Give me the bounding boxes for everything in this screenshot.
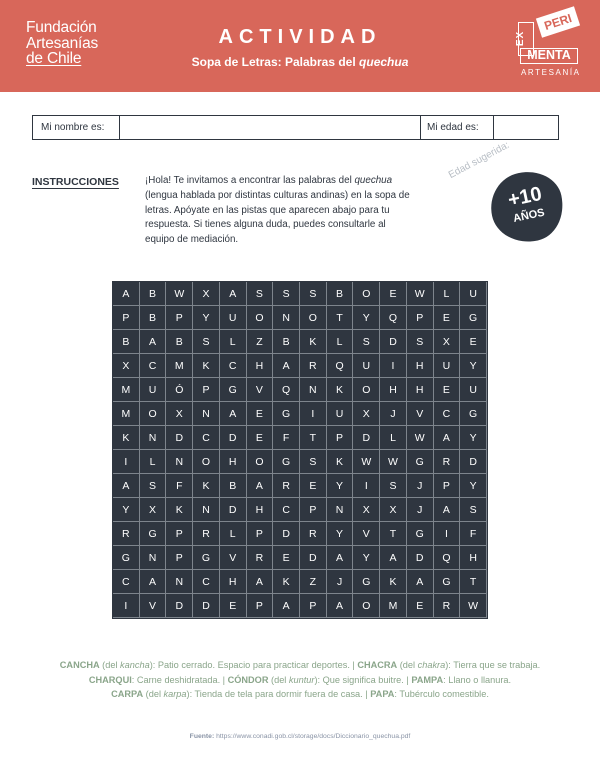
clue-separator: | bbox=[362, 689, 371, 699]
grid-cell[interactable]: B bbox=[166, 330, 193, 354]
grid-cell[interactable]: E bbox=[407, 594, 434, 618]
clue-separator: | bbox=[403, 674, 412, 685]
grid-cell[interactable]: I bbox=[380, 354, 407, 378]
source-note bbox=[0, 733, 600, 740]
logo-menta: MENTA bbox=[520, 48, 578, 64]
name-field[interactable] bbox=[120, 116, 421, 139]
grid-cell[interactable]: O bbox=[353, 282, 380, 306]
grid-cell[interactable]: A bbox=[327, 546, 354, 570]
clue-word: PAMPA bbox=[411, 674, 444, 685]
grid-cell[interactable]: A bbox=[140, 330, 167, 354]
grid-cell[interactable]: P bbox=[113, 306, 140, 330]
grid-cell[interactable]: S bbox=[460, 498, 487, 522]
grid-cell[interactable]: O bbox=[140, 402, 167, 426]
clue-text: (del bbox=[268, 674, 289, 685]
grid-cell[interactable]: Y bbox=[193, 306, 220, 330]
grid-cell[interactable]: U bbox=[140, 378, 167, 402]
grid-cell[interactable]: H bbox=[460, 546, 487, 570]
grid-cell[interactable]: D bbox=[273, 522, 300, 546]
grid-cell[interactable]: H bbox=[380, 378, 407, 402]
grid-cell[interactable]: N bbox=[140, 546, 167, 570]
grid-cell[interactable]: E bbox=[247, 426, 274, 450]
grid-cell[interactable]: X bbox=[193, 282, 220, 306]
logo-line-3: de Chile bbox=[26, 50, 82, 67]
grid-cell[interactable]: B bbox=[140, 282, 167, 306]
grid-cell[interactable]: N bbox=[166, 450, 193, 474]
grid-cell[interactable]: H bbox=[407, 354, 434, 378]
page-subtitle bbox=[150, 55, 450, 69]
grid-cell[interactable]: O bbox=[300, 306, 327, 330]
grid-cell[interactable]: M bbox=[113, 378, 140, 402]
grid-cell[interactable]: J bbox=[407, 474, 434, 498]
grid-cell[interactable]: P bbox=[327, 426, 354, 450]
grid-cell[interactable]: K bbox=[166, 498, 193, 522]
grid-cell[interactable]: K bbox=[193, 354, 220, 378]
grid-cell[interactable]: K bbox=[193, 474, 220, 498]
grid-cell[interactable]: U bbox=[327, 402, 354, 426]
grid-cell[interactable]: D bbox=[353, 426, 380, 450]
logo-artesania: ARTESANÍA bbox=[521, 68, 581, 77]
instructions-part-1: ¡Hola! Te invitamos a encontrar las palabras del bbox=[145, 175, 355, 186]
grid-cell[interactable]: L bbox=[380, 426, 407, 450]
grid-cell[interactable]: Y bbox=[327, 522, 354, 546]
grid-cell[interactable]: A bbox=[220, 402, 247, 426]
grid-cell[interactable]: J bbox=[327, 570, 354, 594]
grid-cell[interactable]: Y bbox=[460, 474, 487, 498]
grid-cell[interactable]: D bbox=[220, 426, 247, 450]
logo-ex: EX bbox=[515, 30, 527, 47]
grid-cell[interactable]: P bbox=[166, 306, 193, 330]
grid-cell[interactable]: U bbox=[353, 354, 380, 378]
grid-cell[interactable]: G bbox=[140, 522, 167, 546]
grid-cell[interactable]: D bbox=[166, 594, 193, 618]
grid-cell[interactable]: Z bbox=[247, 330, 274, 354]
grid-cell[interactable]: S bbox=[273, 282, 300, 306]
grid-cell[interactable]: O bbox=[353, 378, 380, 402]
grid-cell[interactable]: V bbox=[247, 378, 274, 402]
grid-cell[interactable]: W bbox=[407, 426, 434, 450]
grid-cell[interactable]: N bbox=[300, 378, 327, 402]
grid-cell[interactable]: W bbox=[460, 594, 487, 618]
grid-cell[interactable]: J bbox=[407, 498, 434, 522]
grid-cell[interactable]: V bbox=[220, 546, 247, 570]
grid-cell[interactable]: S bbox=[380, 474, 407, 498]
grid-cell[interactable]: E bbox=[434, 378, 461, 402]
grid-cell[interactable]: C bbox=[193, 570, 220, 594]
grid-cell[interactable]: Y bbox=[460, 426, 487, 450]
grid-cell[interactable]: W bbox=[353, 450, 380, 474]
grid-cell[interactable]: U bbox=[460, 378, 487, 402]
grid-cell[interactable]: S bbox=[300, 282, 327, 306]
student-info-form bbox=[32, 115, 559, 140]
grid-cell[interactable]: C bbox=[434, 402, 461, 426]
clue-text: (del bbox=[143, 689, 164, 699]
clue-text: (del bbox=[99, 660, 121, 670]
grid-cell[interactable]: Q bbox=[380, 306, 407, 330]
grid-cell[interactable]: T bbox=[300, 426, 327, 450]
grid-cell[interactable]: M bbox=[113, 402, 140, 426]
age-label: Mi edad es: bbox=[421, 116, 494, 139]
grid-cell[interactable]: N bbox=[193, 402, 220, 426]
instructions-text bbox=[145, 174, 413, 248]
grid-cell[interactable]: C bbox=[220, 354, 247, 378]
grid-cell[interactable]: Y bbox=[353, 306, 380, 330]
grid-cell[interactable]: G bbox=[273, 402, 300, 426]
grid-cell[interactable]: K bbox=[300, 330, 327, 354]
grid-cell[interactable]: A bbox=[380, 546, 407, 570]
clue-word: CHACRA bbox=[357, 660, 398, 670]
grid-cell[interactable]: W bbox=[166, 282, 193, 306]
grid-cell[interactable]: R bbox=[434, 594, 461, 618]
grid-cell[interactable]: G bbox=[193, 546, 220, 570]
grid-cell[interactable]: X bbox=[113, 354, 140, 378]
grid-cell[interactable]: D bbox=[380, 330, 407, 354]
grid-cell[interactable]: P bbox=[193, 378, 220, 402]
grid-cell[interactable]: P bbox=[300, 594, 327, 618]
grid-cell[interactable]: X bbox=[353, 402, 380, 426]
grid-cell[interactable]: W bbox=[380, 450, 407, 474]
clue-word: CHARQUI bbox=[88, 674, 132, 685]
grid-cell[interactable]: G bbox=[273, 450, 300, 474]
grid-cell[interactable]: B bbox=[327, 282, 354, 306]
clue-separator: | bbox=[349, 660, 358, 670]
grid-cell[interactable]: Z bbox=[300, 570, 327, 594]
clue-definition: ): Tierra que se trabaja. bbox=[445, 660, 541, 670]
clue-definition: ): Tienda de tela para dormir fuera de casa. bbox=[186, 689, 363, 699]
clue-definition: : Carne deshidratada. bbox=[131, 674, 221, 685]
grid-cell[interactable]: R bbox=[247, 546, 274, 570]
grid-cell[interactable]: P bbox=[434, 474, 461, 498]
fundacion-logo bbox=[26, 20, 98, 67]
grid-cell[interactable]: J bbox=[380, 402, 407, 426]
grid-cell[interactable]: O bbox=[353, 594, 380, 618]
grid-cell[interactable]: R bbox=[300, 522, 327, 546]
grid-cell[interactable]: T bbox=[380, 522, 407, 546]
age-unit: AÑOS bbox=[512, 206, 546, 225]
grid-cell[interactable]: Y bbox=[353, 546, 380, 570]
grid-cell[interactable]: A bbox=[273, 594, 300, 618]
clue-definition: ): Patio cerrado. Espacio para practicar deportes. bbox=[149, 660, 350, 670]
grid-cell[interactable]: P bbox=[247, 594, 274, 618]
grid-cell[interactable]: L bbox=[327, 330, 354, 354]
grid-cell[interactable]: A bbox=[220, 282, 247, 306]
grid-cell[interactable]: L bbox=[220, 522, 247, 546]
grid-cell[interactable]: A bbox=[113, 474, 140, 498]
grid-cell[interactable]: E bbox=[380, 282, 407, 306]
page-title: ACTIVIDAD bbox=[218, 26, 382, 48]
grid-cell[interactable]: S bbox=[353, 330, 380, 354]
grid-cell[interactable]: G bbox=[353, 570, 380, 594]
grid-cell[interactable]: L bbox=[220, 330, 247, 354]
grid-cell[interactable]: P bbox=[407, 306, 434, 330]
clue-quechua: chakra bbox=[417, 660, 446, 670]
grid-cell[interactable]: U bbox=[434, 354, 461, 378]
logo-line-1: Fundación bbox=[26, 19, 97, 36]
grid-cell[interactable]: S bbox=[300, 450, 327, 474]
grid-cell[interactable]: O bbox=[193, 450, 220, 474]
grid-cell[interactable]: L bbox=[434, 282, 461, 306]
grid-cell[interactable]: V bbox=[407, 402, 434, 426]
grid-cell[interactable]: R bbox=[193, 522, 220, 546]
grid-cell[interactable]: T bbox=[327, 306, 354, 330]
grid-cell[interactable]: I bbox=[113, 594, 140, 618]
grid-cell[interactable]: Y bbox=[113, 498, 140, 522]
grid-cell[interactable]: C bbox=[140, 354, 167, 378]
logo-peri: PERI bbox=[536, 6, 580, 37]
header-banner bbox=[0, 0, 600, 92]
grid-cell[interactable]: B bbox=[140, 306, 167, 330]
clue-text: (del bbox=[397, 660, 418, 670]
grid-cell[interactable]: H bbox=[220, 570, 247, 594]
grid-cell[interactable]: N bbox=[327, 498, 354, 522]
grid-cell[interactable]: S bbox=[193, 330, 220, 354]
grid-cell[interactable]: P bbox=[300, 498, 327, 522]
grid-cell[interactable]: K bbox=[113, 426, 140, 450]
grid-cell[interactable]: A bbox=[247, 474, 274, 498]
grid-cell[interactable]: C bbox=[193, 426, 220, 450]
grid-cell[interactable]: D bbox=[193, 594, 220, 618]
grid-cell[interactable]: N bbox=[140, 426, 167, 450]
grid-cell[interactable]: K bbox=[380, 570, 407, 594]
grid-cell[interactable]: E bbox=[220, 594, 247, 618]
grid-cell[interactable]: K bbox=[327, 450, 354, 474]
grid-cell[interactable]: Y bbox=[460, 354, 487, 378]
grid-cell[interactable]: I bbox=[434, 522, 461, 546]
grid-cell[interactable]: A bbox=[407, 570, 434, 594]
grid-cell[interactable]: E bbox=[300, 474, 327, 498]
grid-cell[interactable]: K bbox=[327, 378, 354, 402]
clue-definition: : Llano o llanura. bbox=[443, 674, 512, 685]
grid-cell[interactable]: S bbox=[247, 282, 274, 306]
grid-cell[interactable]: D bbox=[460, 450, 487, 474]
instructions-italic: quechua bbox=[354, 175, 393, 186]
clue-word: CARPA bbox=[111, 689, 144, 699]
grid-cell[interactable]: D bbox=[300, 546, 327, 570]
clue-separator: | bbox=[220, 674, 228, 685]
clue-definition: : Tubérculo comestible. bbox=[394, 689, 489, 699]
grid-cell[interactable]: K bbox=[273, 570, 300, 594]
grid-cell[interactable]: X bbox=[380, 498, 407, 522]
grid-cell[interactable]: O bbox=[247, 450, 274, 474]
grid-cell[interactable]: X bbox=[166, 402, 193, 426]
source-url: https://www.conadi.gob.cl/storage/docs/Diccionario_quechua.pdf bbox=[214, 733, 411, 740]
clue-word: CANCHA bbox=[59, 660, 100, 670]
grid-cell[interactable]: A bbox=[434, 426, 461, 450]
grid-cell[interactable]: F bbox=[273, 426, 300, 450]
grid-cell[interactable]: X bbox=[434, 330, 461, 354]
grid-cell[interactable]: Q bbox=[273, 378, 300, 402]
source-label: Fuente: bbox=[189, 733, 215, 740]
grid-cell[interactable]: M bbox=[166, 354, 193, 378]
grid-cell[interactable]: D bbox=[407, 546, 434, 570]
grid-cell[interactable]: P bbox=[166, 522, 193, 546]
instructions-part-2: (lengua hablada por distintas culturas andinas) en la sopa de letras. Apóyate en las pistas que aparecen abajo para tu respuesta. Si tienes alguna duda, puedes consultarle al equipo de mediación. bbox=[145, 189, 410, 246]
grid-cell[interactable]: R bbox=[434, 450, 461, 474]
grid-cell[interactable]: C bbox=[273, 498, 300, 522]
grid-cell[interactable]: A bbox=[140, 570, 167, 594]
instructions-heading: INSTRUCCIONES bbox=[32, 176, 119, 188]
grid-cell[interactable]: U bbox=[220, 306, 247, 330]
grid-cell[interactable]: H bbox=[247, 498, 274, 522]
grid-cell[interactable]: A bbox=[327, 594, 354, 618]
grid-cell[interactable]: I bbox=[300, 402, 327, 426]
grid-cell[interactable]: E bbox=[273, 546, 300, 570]
grid-cell[interactable]: G bbox=[220, 378, 247, 402]
logo-line-2: Artesanías bbox=[26, 34, 99, 52]
grid-cell[interactable]: H bbox=[220, 450, 247, 474]
grid-cell[interactable]: B bbox=[273, 330, 300, 354]
grid-cell[interactable]: I bbox=[353, 474, 380, 498]
grid-cell[interactable]: S bbox=[140, 474, 167, 498]
grid-cell[interactable]: V bbox=[353, 522, 380, 546]
grid-cell[interactable]: O bbox=[247, 306, 274, 330]
grid-cell[interactable]: H bbox=[407, 378, 434, 402]
grid-cell[interactable]: U bbox=[460, 282, 487, 306]
grid-cell[interactable]: T bbox=[460, 570, 487, 594]
grid-cell[interactable]: Y bbox=[327, 474, 354, 498]
word-clues bbox=[20, 658, 580, 702]
grid-cell[interactable]: F bbox=[460, 522, 487, 546]
age-caption: Edad sugerida: bbox=[446, 139, 512, 181]
grid-cell[interactable]: X bbox=[353, 498, 380, 522]
grid-cell[interactable]: M bbox=[380, 594, 407, 618]
grid-cell[interactable]: L bbox=[140, 450, 167, 474]
grid-cell[interactable]: G bbox=[113, 546, 140, 570]
grid-cell[interactable]: D bbox=[166, 426, 193, 450]
grid-cell[interactable]: E bbox=[434, 306, 461, 330]
age-field[interactable] bbox=[494, 116, 558, 139]
grid-cell[interactable]: X bbox=[140, 498, 167, 522]
subtitle-text: Sopa de Letras: Palabras del bbox=[191, 55, 360, 69]
grid-cell[interactable]: A bbox=[113, 282, 140, 306]
age-number: +10 bbox=[506, 182, 544, 212]
grid-cell[interactable]: N bbox=[273, 306, 300, 330]
grid-cell[interactable]: B bbox=[220, 474, 247, 498]
experimenta-logo bbox=[515, 10, 582, 80]
grid-cell[interactable]: V bbox=[140, 594, 167, 618]
clue-definition: ): Que significa buitre. bbox=[314, 674, 404, 685]
grid-cell[interactable]: G bbox=[407, 450, 434, 474]
grid-cell[interactable]: C bbox=[113, 570, 140, 594]
grid-cell[interactable]: G bbox=[407, 522, 434, 546]
clue-word: PAPA bbox=[370, 689, 395, 699]
clue-quechua: kancha bbox=[120, 660, 150, 670]
grid-cell[interactable]: W bbox=[407, 282, 434, 306]
grid-cell[interactable]: G bbox=[460, 306, 487, 330]
grid-cell[interactable]: G bbox=[460, 402, 487, 426]
grid-cell[interactable]: P bbox=[247, 522, 274, 546]
grid-cell[interactable]: A bbox=[273, 354, 300, 378]
clue-quechua: karpa bbox=[163, 689, 187, 699]
grid-cell[interactable]: S bbox=[407, 330, 434, 354]
age-badge bbox=[485, 165, 570, 248]
grid-cell[interactable]: E bbox=[460, 330, 487, 354]
grid-cell[interactable]: B bbox=[113, 330, 140, 354]
grid-cell[interactable]: G bbox=[434, 570, 461, 594]
grid-cell[interactable]: N bbox=[193, 498, 220, 522]
grid-cell[interactable]: I bbox=[113, 450, 140, 474]
grid-cell[interactable]: N bbox=[166, 570, 193, 594]
grid-cell[interactable]: D bbox=[220, 498, 247, 522]
grid-cell[interactable]: Q bbox=[327, 354, 354, 378]
grid-cell[interactable]: R bbox=[300, 354, 327, 378]
grid-cell[interactable]: E bbox=[247, 402, 274, 426]
grid-cell[interactable]: R bbox=[273, 474, 300, 498]
clue-word: CÓNDOR bbox=[227, 674, 269, 685]
grid-cell[interactable]: R bbox=[113, 522, 140, 546]
grid-cell[interactable]: Q bbox=[434, 546, 461, 570]
clue-quechua: kuntur bbox=[288, 674, 315, 685]
grid-cell[interactable]: A bbox=[247, 570, 274, 594]
grid-cell[interactable]: Ó bbox=[166, 378, 193, 402]
grid-cell[interactable]: F bbox=[166, 474, 193, 498]
grid-cell[interactable]: P bbox=[166, 546, 193, 570]
subtitle-italic: quechua bbox=[359, 55, 409, 69]
name-label: Mi nombre es: bbox=[33, 116, 120, 139]
grid-cell[interactable]: H bbox=[247, 354, 274, 378]
grid-cell[interactable]: A bbox=[434, 498, 461, 522]
word-search-grid bbox=[112, 281, 488, 619]
